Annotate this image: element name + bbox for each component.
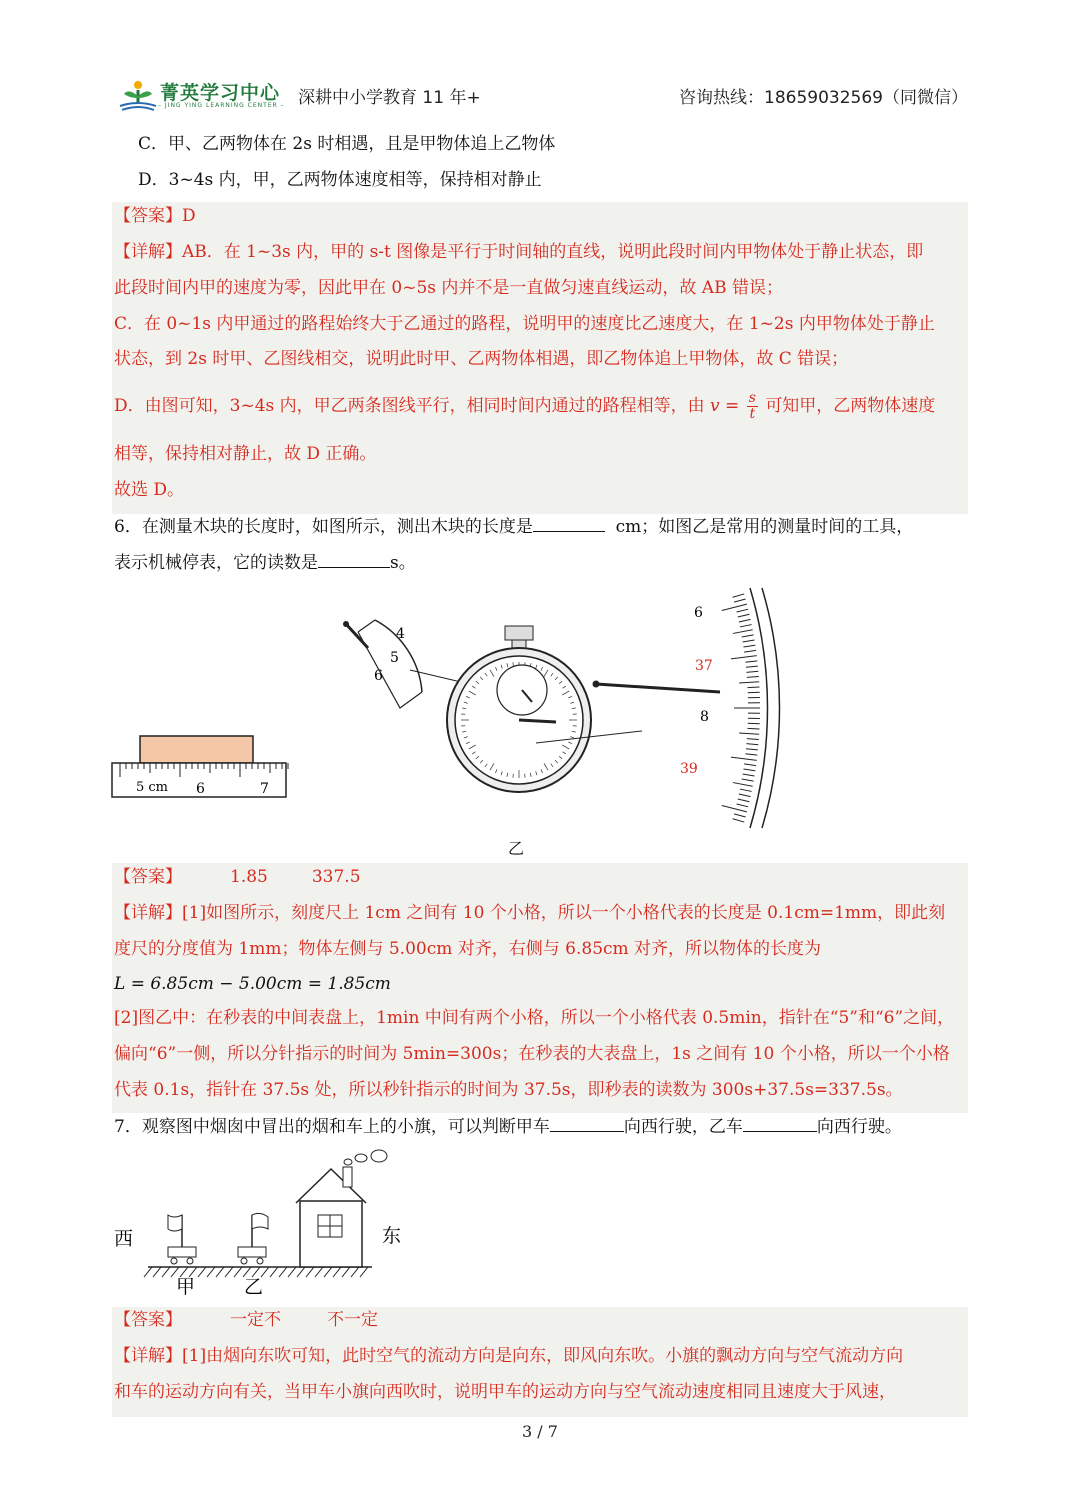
detail-line-6: 相等，保持相对静止，故 D 正确。 bbox=[114, 444, 377, 464]
smoke-puff bbox=[355, 1154, 367, 1162]
tick-mark bbox=[739, 682, 759, 683]
dial-label: 6 bbox=[694, 605, 703, 621]
brand-logo bbox=[118, 78, 293, 112]
answer-tag: 【答案】 bbox=[114, 1310, 182, 1330]
tick-mark bbox=[739, 619, 751, 622]
car-label-jia: 甲 bbox=[176, 1276, 196, 1298]
tick-mark bbox=[234, 1267, 242, 1277]
detail-line-1 bbox=[114, 1343, 903, 1369]
detail-line-2: 和车的运动方向有关，当甲车小旗向西吹时，说明甲车的运动方向与空气流动速度相同且速度大于风速， bbox=[114, 1382, 896, 1402]
tick-mark bbox=[742, 779, 754, 781]
dial-label: 6 bbox=[374, 668, 383, 684]
answer-value: 337.5 bbox=[311, 867, 361, 887]
tick-mark bbox=[745, 661, 757, 662]
tick-mark bbox=[738, 799, 750, 802]
tick-mark bbox=[740, 789, 752, 791]
smoke-puff bbox=[371, 1150, 387, 1162]
tick-mark bbox=[747, 677, 759, 678]
tick-mark bbox=[744, 764, 756, 766]
detail-text: AB．在 1~3s 内，甲的 s-t 图像是平行于时间轴的直线，说明此段时间内甲物体处于静止状态，即 bbox=[182, 242, 924, 262]
option-d: D．3~4s 内，甲，乙两物体速度相等，保持相对静止 bbox=[138, 170, 542, 190]
second-hand-zoom bbox=[596, 684, 720, 692]
wood-block bbox=[140, 736, 253, 763]
answer-value: 1.85 bbox=[230, 867, 268, 887]
detail-tag: 【详解】 bbox=[114, 903, 182, 923]
answer-value: 不一定 bbox=[327, 1310, 378, 1330]
tick-mark bbox=[216, 1267, 224, 1277]
tick-mark bbox=[739, 794, 751, 797]
stopwatch bbox=[447, 626, 642, 792]
tick-mark bbox=[746, 671, 758, 672]
second-hand bbox=[519, 720, 556, 722]
header-tagline: 深耕中小学教育 11 年+ bbox=[298, 88, 481, 108]
tick-mark bbox=[740, 625, 752, 627]
tick-mark bbox=[733, 783, 753, 787]
answer-blank bbox=[533, 513, 605, 532]
second-dial-zoom bbox=[593, 588, 780, 828]
tick-mark bbox=[737, 804, 749, 807]
tick-mark bbox=[747, 728, 759, 729]
detail-line-4: [2]图乙中：在秒表的中间表盘上，1min 中间有两个小格，所以一个小格代表 0.5min，指针在“5”和“6”之间， bbox=[114, 1008, 955, 1028]
direction-east: 东 bbox=[382, 1225, 402, 1247]
tick-mark bbox=[153, 1267, 161, 1277]
tick-mark bbox=[747, 739, 759, 740]
ruler bbox=[112, 763, 288, 797]
detail-line-3: C．在 0~1s 内甲通过的路程始终大于乙通过的路程，说明甲的速度比乙速度大，在 1~2s 内甲物体处于静止 bbox=[114, 314, 935, 334]
q7-stem bbox=[114, 1113, 902, 1140]
header-hotline: 咨询热线：18659032569（同微信） bbox=[679, 88, 968, 108]
tick-mark bbox=[722, 604, 747, 610]
tick-mark bbox=[315, 1267, 323, 1277]
q6-figure bbox=[100, 580, 800, 860]
tick-mark bbox=[738, 614, 750, 617]
dial-label: 37 bbox=[695, 658, 713, 674]
dial-label: 5 bbox=[390, 650, 399, 666]
q6-stem-2 bbox=[114, 549, 416, 576]
tick-mark bbox=[297, 1267, 305, 1277]
tick-mark bbox=[722, 805, 747, 811]
car-yi bbox=[238, 1213, 268, 1264]
dial-label: 4 bbox=[396, 626, 405, 642]
option-c: C．甲、乙两物体在 2s 时相遇，且是甲物体追上乙物体 bbox=[138, 134, 556, 154]
tick-mark bbox=[745, 754, 757, 755]
stem-text: 7．观察图中烟囱中冒出的烟和车上的小旗，可以判断甲车 bbox=[114, 1117, 550, 1137]
formula-v: v = bbox=[710, 396, 740, 416]
answer-value: D bbox=[182, 206, 196, 226]
tick-mark bbox=[279, 1267, 287, 1277]
stem-text: 向西行驶，乙车 bbox=[623, 1117, 743, 1137]
detail-line-6: 代表 0.1s，指针在 37.5s 处，所以秒针指示的时间为 37.5s，即秒表的读数为 300s+37.5s=337.5s。 bbox=[114, 1080, 903, 1100]
tick-mark bbox=[162, 1267, 170, 1277]
answer-blank bbox=[550, 1113, 624, 1132]
tick-mark bbox=[733, 819, 745, 822]
tick-mark bbox=[743, 774, 755, 776]
detail-text: [1]由烟向东吹可知，此时空气的流动方向是向东，即风向东吹。小旗的飘动方向与空气流动方向 bbox=[182, 1346, 904, 1366]
logo-title: 菁英学习中心 bbox=[160, 82, 281, 104]
detail-text: 可知甲，乙两物体速度 bbox=[765, 396, 936, 416]
tick-mark bbox=[288, 1267, 296, 1277]
detail-line-1 bbox=[114, 239, 923, 265]
answer-blank bbox=[318, 549, 390, 568]
tick-mark bbox=[746, 749, 758, 750]
answer-tag: 【答案】 bbox=[114, 206, 182, 226]
direction-west: 西 bbox=[114, 1228, 134, 1250]
answer-tag: 【答案】 bbox=[114, 867, 182, 887]
ruler-label: 6 bbox=[196, 781, 205, 797]
tick-mark bbox=[739, 733, 759, 734]
detail-line-5 bbox=[114, 387, 935, 425]
stem-text: 向西行驶。 bbox=[816, 1117, 902, 1137]
formula-line: L = 6.85cm − 5.00cm = 1.85cm bbox=[114, 974, 391, 994]
tick-mark bbox=[743, 640, 755, 642]
ruler-label: 7 bbox=[260, 781, 269, 797]
tick-mark bbox=[731, 656, 757, 659]
tick-mark bbox=[743, 645, 755, 647]
tick-mark bbox=[742, 635, 754, 637]
detail-line-2: 度尺的分度值为 1mm；物体左侧与 5.00cm 对齐，右侧与 6.85cm 对齐，所以物体的长度为 bbox=[114, 939, 822, 959]
dial-label: 39 bbox=[680, 761, 698, 777]
detail-line-5: 偏向“6”一侧，所以分针指示的时间为 5min=300s；在秒表的大表盘上，1s 之间有 10 个小格，所以一个小格 bbox=[114, 1044, 950, 1064]
tick-mark bbox=[744, 650, 756, 652]
house bbox=[296, 1150, 387, 1267]
answer-line-q7 bbox=[114, 1307, 378, 1333]
detail-line-1 bbox=[114, 900, 945, 926]
detail-tag: 【详解】 bbox=[114, 1346, 182, 1366]
car-label-yi: 乙 bbox=[244, 1276, 264, 1298]
q6-stem-1 bbox=[114, 513, 913, 540]
tick-mark bbox=[333, 1267, 341, 1277]
tick-mark bbox=[734, 814, 746, 817]
answer-blank bbox=[743, 1113, 817, 1132]
tick-mark bbox=[733, 594, 745, 597]
tick-mark bbox=[360, 1267, 368, 1277]
tick-mark bbox=[270, 1267, 278, 1277]
detail-tag: 【详解】 bbox=[114, 242, 182, 262]
formula-fraction bbox=[747, 391, 758, 422]
fraction-denominator: t bbox=[749, 406, 756, 422]
tick-mark bbox=[747, 687, 759, 688]
tick-mark bbox=[225, 1267, 233, 1277]
tick-mark bbox=[144, 1267, 152, 1277]
tick-mark bbox=[351, 1267, 359, 1277]
detail-line-4: 状态，到 2s 时甲、乙图线相交，说明此时甲、乙两物体相遇，即乙物体追上甲物体，故 C 错误； bbox=[114, 349, 849, 369]
logo-subtitle: – JING YING LEARNING CENTER – bbox=[158, 102, 285, 109]
stem-text: 6．在测量木块的长度时，如图所示，测出木块的长度是 bbox=[114, 517, 533, 537]
answer-line-q5 bbox=[114, 203, 196, 229]
tick-mark bbox=[306, 1267, 314, 1277]
figure-caption: 乙 bbox=[508, 839, 525, 858]
smoke-puff bbox=[344, 1159, 352, 1165]
tick-mark bbox=[207, 1267, 215, 1277]
page-number: 3 / 7 bbox=[522, 1422, 558, 1441]
detail-line-2: 此段时间内甲的速度为零，因此甲在 0~5s 内并不是一直做匀速直线运动，故 AB 错误； bbox=[114, 278, 783, 298]
tick-mark bbox=[342, 1267, 350, 1277]
q7-figure bbox=[110, 1145, 420, 1305]
tick-mark bbox=[324, 1267, 332, 1277]
logo-mark-icon bbox=[118, 78, 158, 112]
tick-mark bbox=[743, 769, 755, 771]
dial-label: 8 bbox=[700, 709, 709, 725]
tick-mark bbox=[746, 744, 758, 745]
tick-mark bbox=[733, 630, 753, 634]
tick-mark bbox=[737, 609, 749, 612]
detail-text: D．由图可知，3~4s 内，甲乙两条图线平行，相同时间内通过的路程相等，由 bbox=[114, 396, 705, 416]
detail-text: [1]如图所示，刻度尺上 1cm 之间有 10 个小格，所以一个小格代表的长度是 0.1cm=1mm，即此刻 bbox=[182, 903, 946, 923]
stem-text: 表示机械停表，它的读数是 bbox=[114, 553, 318, 573]
tick-mark bbox=[734, 599, 746, 602]
stem-text: cm；如图乙是常用的测量时间的工具， bbox=[615, 517, 914, 537]
tick-mark bbox=[731, 757, 757, 760]
detail-line-7: 故选 D。 bbox=[114, 480, 185, 500]
stem-text: s。 bbox=[390, 553, 416, 573]
answer-line-q6 bbox=[114, 864, 361, 890]
answer-value: 一定不 bbox=[230, 1310, 281, 1330]
tick-mark bbox=[746, 666, 758, 667]
ruler-label: 5 cm bbox=[136, 780, 169, 795]
tick-mark bbox=[198, 1267, 206, 1277]
car-jia bbox=[168, 1215, 196, 1264]
fraction-numerator: s bbox=[748, 390, 756, 406]
